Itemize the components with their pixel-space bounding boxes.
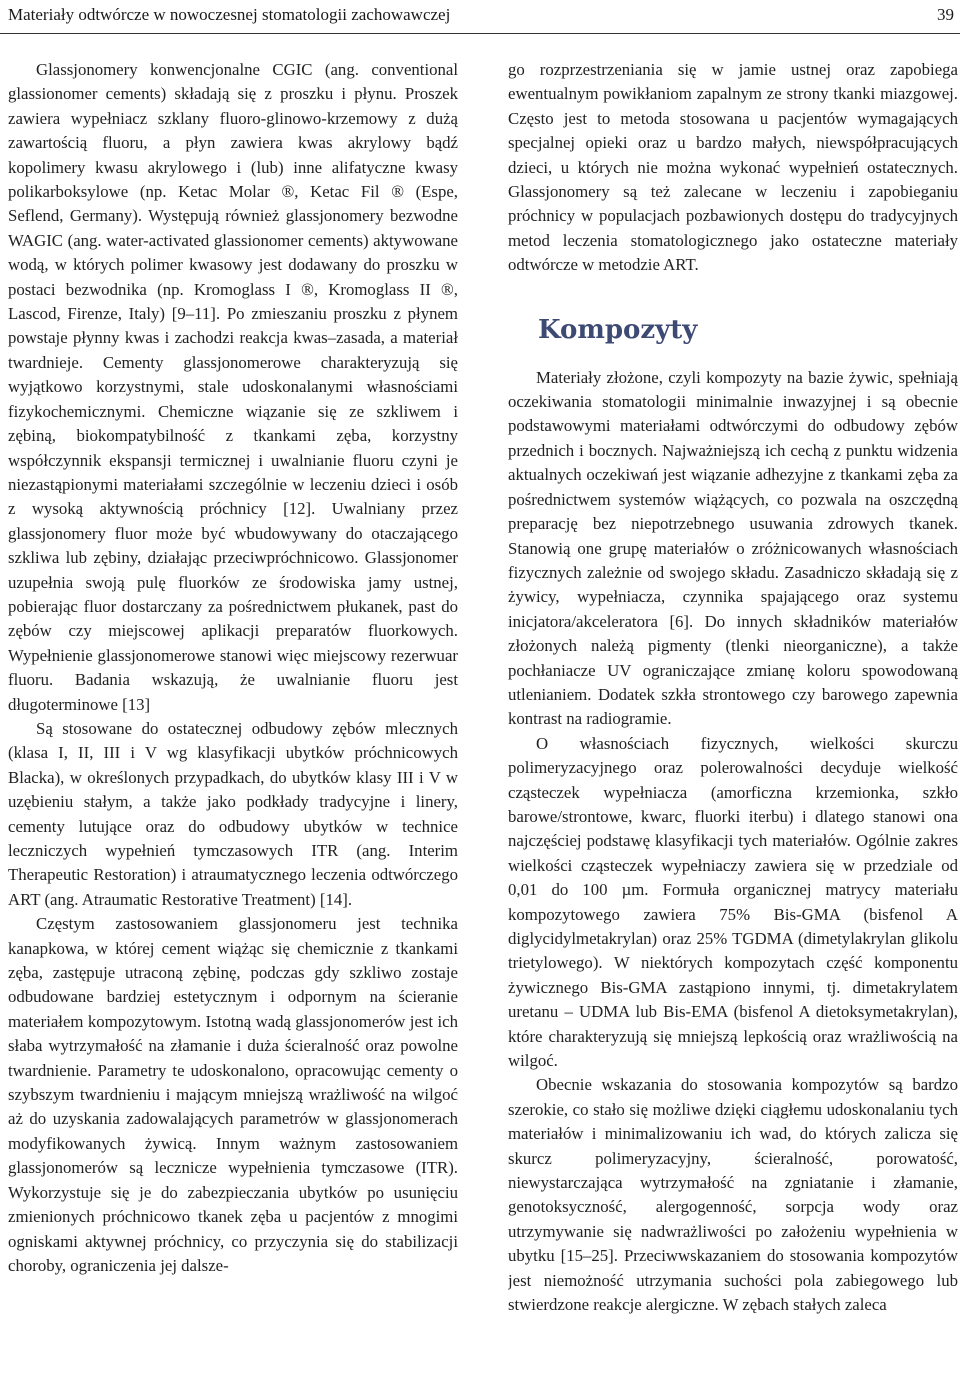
paragraph-applications: Są stosowane do ostatecznej odbudowy zębów mlecznych (klasa I, II, III i V wg klasyfikacji ubytków próchnicowych Blacka), w określonych przypadkach, do ubytków klasy III i V w uzębieniu stałym, a także jako podkłady tradycyjne i linery, cementy lutujące oraz do odbudowy ubytków w technice leczniczych wypełnień tymczasowych ITR (ang. Interim Therapeutic Restoration) i atraumatycznego leczenia odtwórczego ART (ang. Atraumatic Restorative Treatment) [14]. (8, 718, 458, 909)
paragraph-indications: Obecnie wskazania do stosowania kompozytów są bardzo szerokie, co stało się możliwe dzięki ciągłemu udoskonalaniu tych materiałów i minimalizowaniu ich wad, do których zalicza się skurcz polimeryzacyjny, ścieralność, porowatość, niewystarczająca wytrzymałość na zgniatanie i złamanie, genotoksyczność, alergogenność, sorpcja wody oraz utrzymywanie się nadwrażliwości po założeniu wypełnienia w ubytku [15–25]. Przeciwwskazaniem do stosowania kompozytów jest niemożność utrzymania suchości pola zabiegowego lub stwierdzone reakcje alergiczne. W zębach stałych zaleca (508, 1075, 958, 1315)
paragraph-filler-properties: O własnościach fizycznych, wielkości skurczu polimeryzacyjnego oraz polerowalności decyduje wielkość cząsteczek wypełniacza (amorficzna krzemionka, szkło barowe/strontowe, kwarc, fluorki iterbu) i dlatego stanowi ona najczęściej podstawę klasyfikacji tych materiałów. Ogólnie zakres wielkości cząsteczek wypełniaczy zawiera się w przedziale od 0,01 do 100 µm. Formuła organicznej matrycy materiału kompozytowego zawiera 75% Bis-GMA (bisfenol A diglycidylmetakrylan) oraz 25% TGDMA (dimetylakrylan glikolu trietylowego). W niektórych kompozytach część komponentu żywicznego Bis-GMA zastąpiono innymi, tj. dimetakrylatem uretanu – UDMA lub Bis-EMA (bisfenol A dietoksymetakrylan), które charakteryzują się mniejszą lepkością oraz wrażliwością na wilgoć. (508, 733, 958, 1071)
left-column (8, 58, 458, 1388)
right-column (508, 58, 958, 1388)
paragraph-composites-intro: Materiały złożone, czyli kompozyty na bazie żywic, spełniają oczekiwania stomatologii minimalnie inwazyjnej i są obecnie podstawowymi materiałami odtwórczymi do odbudowy zębów przednich i bocznych. Najważniejszą ich cechą z punktu widzenia aktualnych oczekiwań jest wiązanie adhezyjne z tkankami zęba za pośrednictwem systemów wiążących, co pozwala na oszczędną preparację bez niepotrzebnego usuwania zdrowych tkanek. Stanowią one grupę materiałów o zróżnicowanych własnościach fizycznych zależnie od swojego składu. Zasadniczo składają się z żywicy, wypełniacza, czynnika spajającego oraz systemu inicjatora/akceleratora [6]. Do innych składników materiałów złożonych należą pigmenty (tlenki nieorganiczne), a także pochłaniacze UV ograniczające zmianę koloru spowodowaną utlenianiem. Dodatek szkła strontowego czy barowego zapewnia kontrast na radiogramie. (508, 367, 958, 729)
section-heading-kompozyty: Kompozyty (538, 314, 698, 345)
page-number: 39 (937, 5, 954, 24)
paragraph-continuation: go rozprzestrzeniania się w jamie ustnej oraz zapobiega ewentualnym powikłaniom zapalnym ze strony tkanki miazgowej. Często jest to metoda stosowana u pacjentów wymagających specjalnej opieki oraz u bardzo małych, niewspółpracujących dzieci, u których nie można wykonać wypełnień ostatecznych. Glassjonomery są też zalecane w leczeniu i zapobieganiu próchnicy w populacjach pozbawionych dostępu do tradycyjnych metod leczenia stomatologicznego jako ostateczne materiały odtwórcze w metodzie ART. (508, 60, 958, 275)
running-header (0, 0, 960, 34)
paragraph-sandwich-technique: Częstym zastosowaniem glassjonomeru jest technika kanapkowa, w której cement wiążąc się chemicznie z tkankami zęba, zastępuje utraconą zębinę, podczas gdy szkliwo zostaje odbudowane bardziej estetycznym i odpornym na ścieranie materiałem kompozytowym. Istotną wadą glassjonomerów jest ich słaba wytrzymałość na złamanie i duża ścieralność oraz powolne twardnienie. Parametry te udoskonalono, opracowując cementy o szybszym twardnieniu i mającym mniejszą wrażliwość na wilgoć aż do uzyskania zadowalających parametrów w glassjonomerach modyfikowanych żywicą. Innym ważnym zastosowaniem glassjonomerów są lecznicze wypełnienia tymczasowe (ITR). Wykorzystuje się je do zabezpieczania ubytków po usunięciu zmienionych próchnicowo tkanek zęba u pacjentów z mnogimi ogniskami aktywnej próchnicy, co przyczynia się do stabilizacji choroby, ograniczenia jej dalsze- (8, 914, 458, 1275)
paragraph-cgic: Glassjonomery konwencjonalne CGIC (ang. conventional glassionomer cements) składają się z proszku i płynu. Proszek zawiera wypełniacz szklany fluoro-glinowo-krzemowy z dużą zawartością fluoru, a płyn zawiera kwas akrylowy bądź kopolimery kwasu akrylowego i (lub) inne alifatyczne kwasy polikarboksylowe (np. Ketac Molar ®, Ketac Fil ® (Espe, Seflend, Germany). Występują również glassjonomery bezwodne WAGIC (ang. water-activated glassionomer cements) aktywowane wodą, w których polimer kwasowy jest dodawany do proszku w postaci bezwodnika (np. Kromoglass I ®, Kromoglass II ®, Lascod, Firenze, Italy) [9–11]. Po zmieszaniu proszku z płynem powstaje płynny kwas i zachodzi reakcja kwas–zasada, a materiał twardnieje. Cementy glassjonomerowe charakteryzują się wyjątkowo korzystnymi, stale udoskonalanymi własnościami fizykochemicznymi. Chemiczne wiązanie się ze szkliwem i zębiną, biokompatybilność z tkankami zęba, korzystny współczynnik ekspansji termicznej i uwalnianie fluoru czyni je niezastąpionymi materiałami szczególnie w leczeniu dzieci i osób z wysoką aktywnością próchnicy [12]. Uwalniany przez glassjonomery fluor może być wbudowywany do otaczającego szkliwa lub zębiny, działając przeciwpróchnicowo. Glassjonomer uzupełnia swoją pulę fluorków ze środowiska jamy ustnej, pobierając fluor dostarczany za pośrednictwem płukanek, past do zębów czy miejscowej aplikacji preparatów fluorkowych. Wypełnienie glassjonomerowe stanowi więc miejscowy rezerwuar fluoru. Badania wskazują, że uwalnianie fluoru jest długoterminowe [13] (8, 60, 458, 714)
running-title: Materiały odtwórcze w nowoczesnej stomatologii zachowawczej (8, 5, 451, 24)
